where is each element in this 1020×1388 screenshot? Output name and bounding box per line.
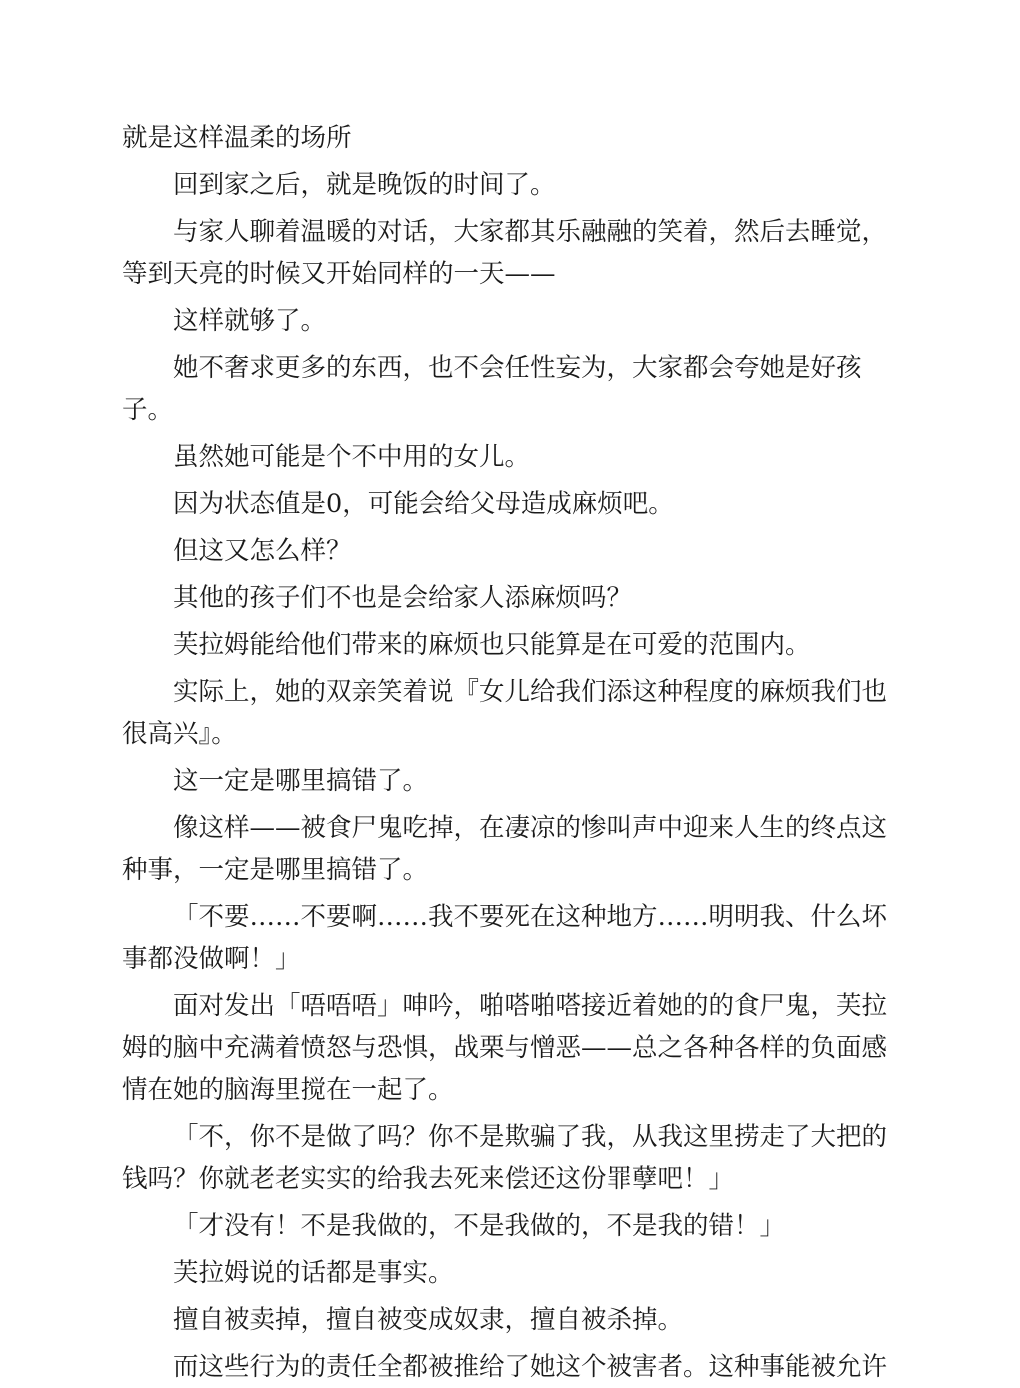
document-body xyxy=(122,117,898,1388)
paragraph: 擅自被卖掉，擅自被变成奴隶，擅自被杀掉。 xyxy=(173,1305,684,1335)
paragraph: 因为状态值是0，可能会给父母造成麻烦吧。 xyxy=(173,489,674,519)
paragraph: 她不奢求更多的东西，也不会任性妄为，大家都会夸她是好孩子。 xyxy=(122,353,862,425)
paragraph: 像这样——被食尸鬼吃掉，在凄凉的惨叫声中迎来人生的终点这种事，一定是哪里搞错了。 xyxy=(122,813,888,885)
paragraph: 「才没有！不是我做的，不是我做的，不是我的错！」 xyxy=(173,1211,786,1241)
paragraph: 这样就够了。 xyxy=(173,306,327,336)
paragraph: 芙拉姆能给他们带来的麻烦也只能算是在可爱的范围内。 xyxy=(173,630,811,660)
paragraph: 回到家之后，就是晚饭的时间了。 xyxy=(173,170,556,200)
paragraph: 而这些行为的责任全都被推给了她这个被害者。这种事能被允许 xyxy=(173,1352,888,1382)
paragraph: 虽然她可能是个不中用的女儿。 xyxy=(173,442,531,472)
paragraph: 这一定是哪里搞错了。 xyxy=(173,766,429,796)
paragraph: 面对发出「唔唔唔」呻吟，啪嗒啪嗒接近着她的的食尸鬼，芙拉姆的脑中充满着愤怒与恐惧，战栗与憎恶——总之各种各样的负面感情在她的脑海里搅在一起了。 xyxy=(122,991,888,1105)
paragraph: 但这又怎么样？ xyxy=(173,536,352,566)
paragraph: 与家人聊着温暖的对话，大家都其乐融融的笑着，然后去睡觉，等到天亮的时候又开始同样的一天—— xyxy=(122,217,888,289)
paragraph: 「不，你不是做了吗？你不是欺骗了我，从我这里捞走了大把的钱吗？你就老老实实的给我去死来偿还这份罪孽吧！」 xyxy=(122,1122,888,1194)
paragraph: 就是这样温柔的场所 xyxy=(122,123,352,153)
paragraph: 其他的孩子们不也是会给家人添麻烦吗？ xyxy=(173,583,633,613)
paragraph: 芙拉姆说的话都是事实。 xyxy=(173,1258,454,1288)
paragraph: 实际上，她的双亲笑着说『女儿给我们添这种程度的麻烦我们也很高兴』。 xyxy=(122,677,888,749)
paragraph: 「不要……不要啊……我不要死在这种地方……明明我、什么坏事都没做啊！」 xyxy=(122,902,888,974)
